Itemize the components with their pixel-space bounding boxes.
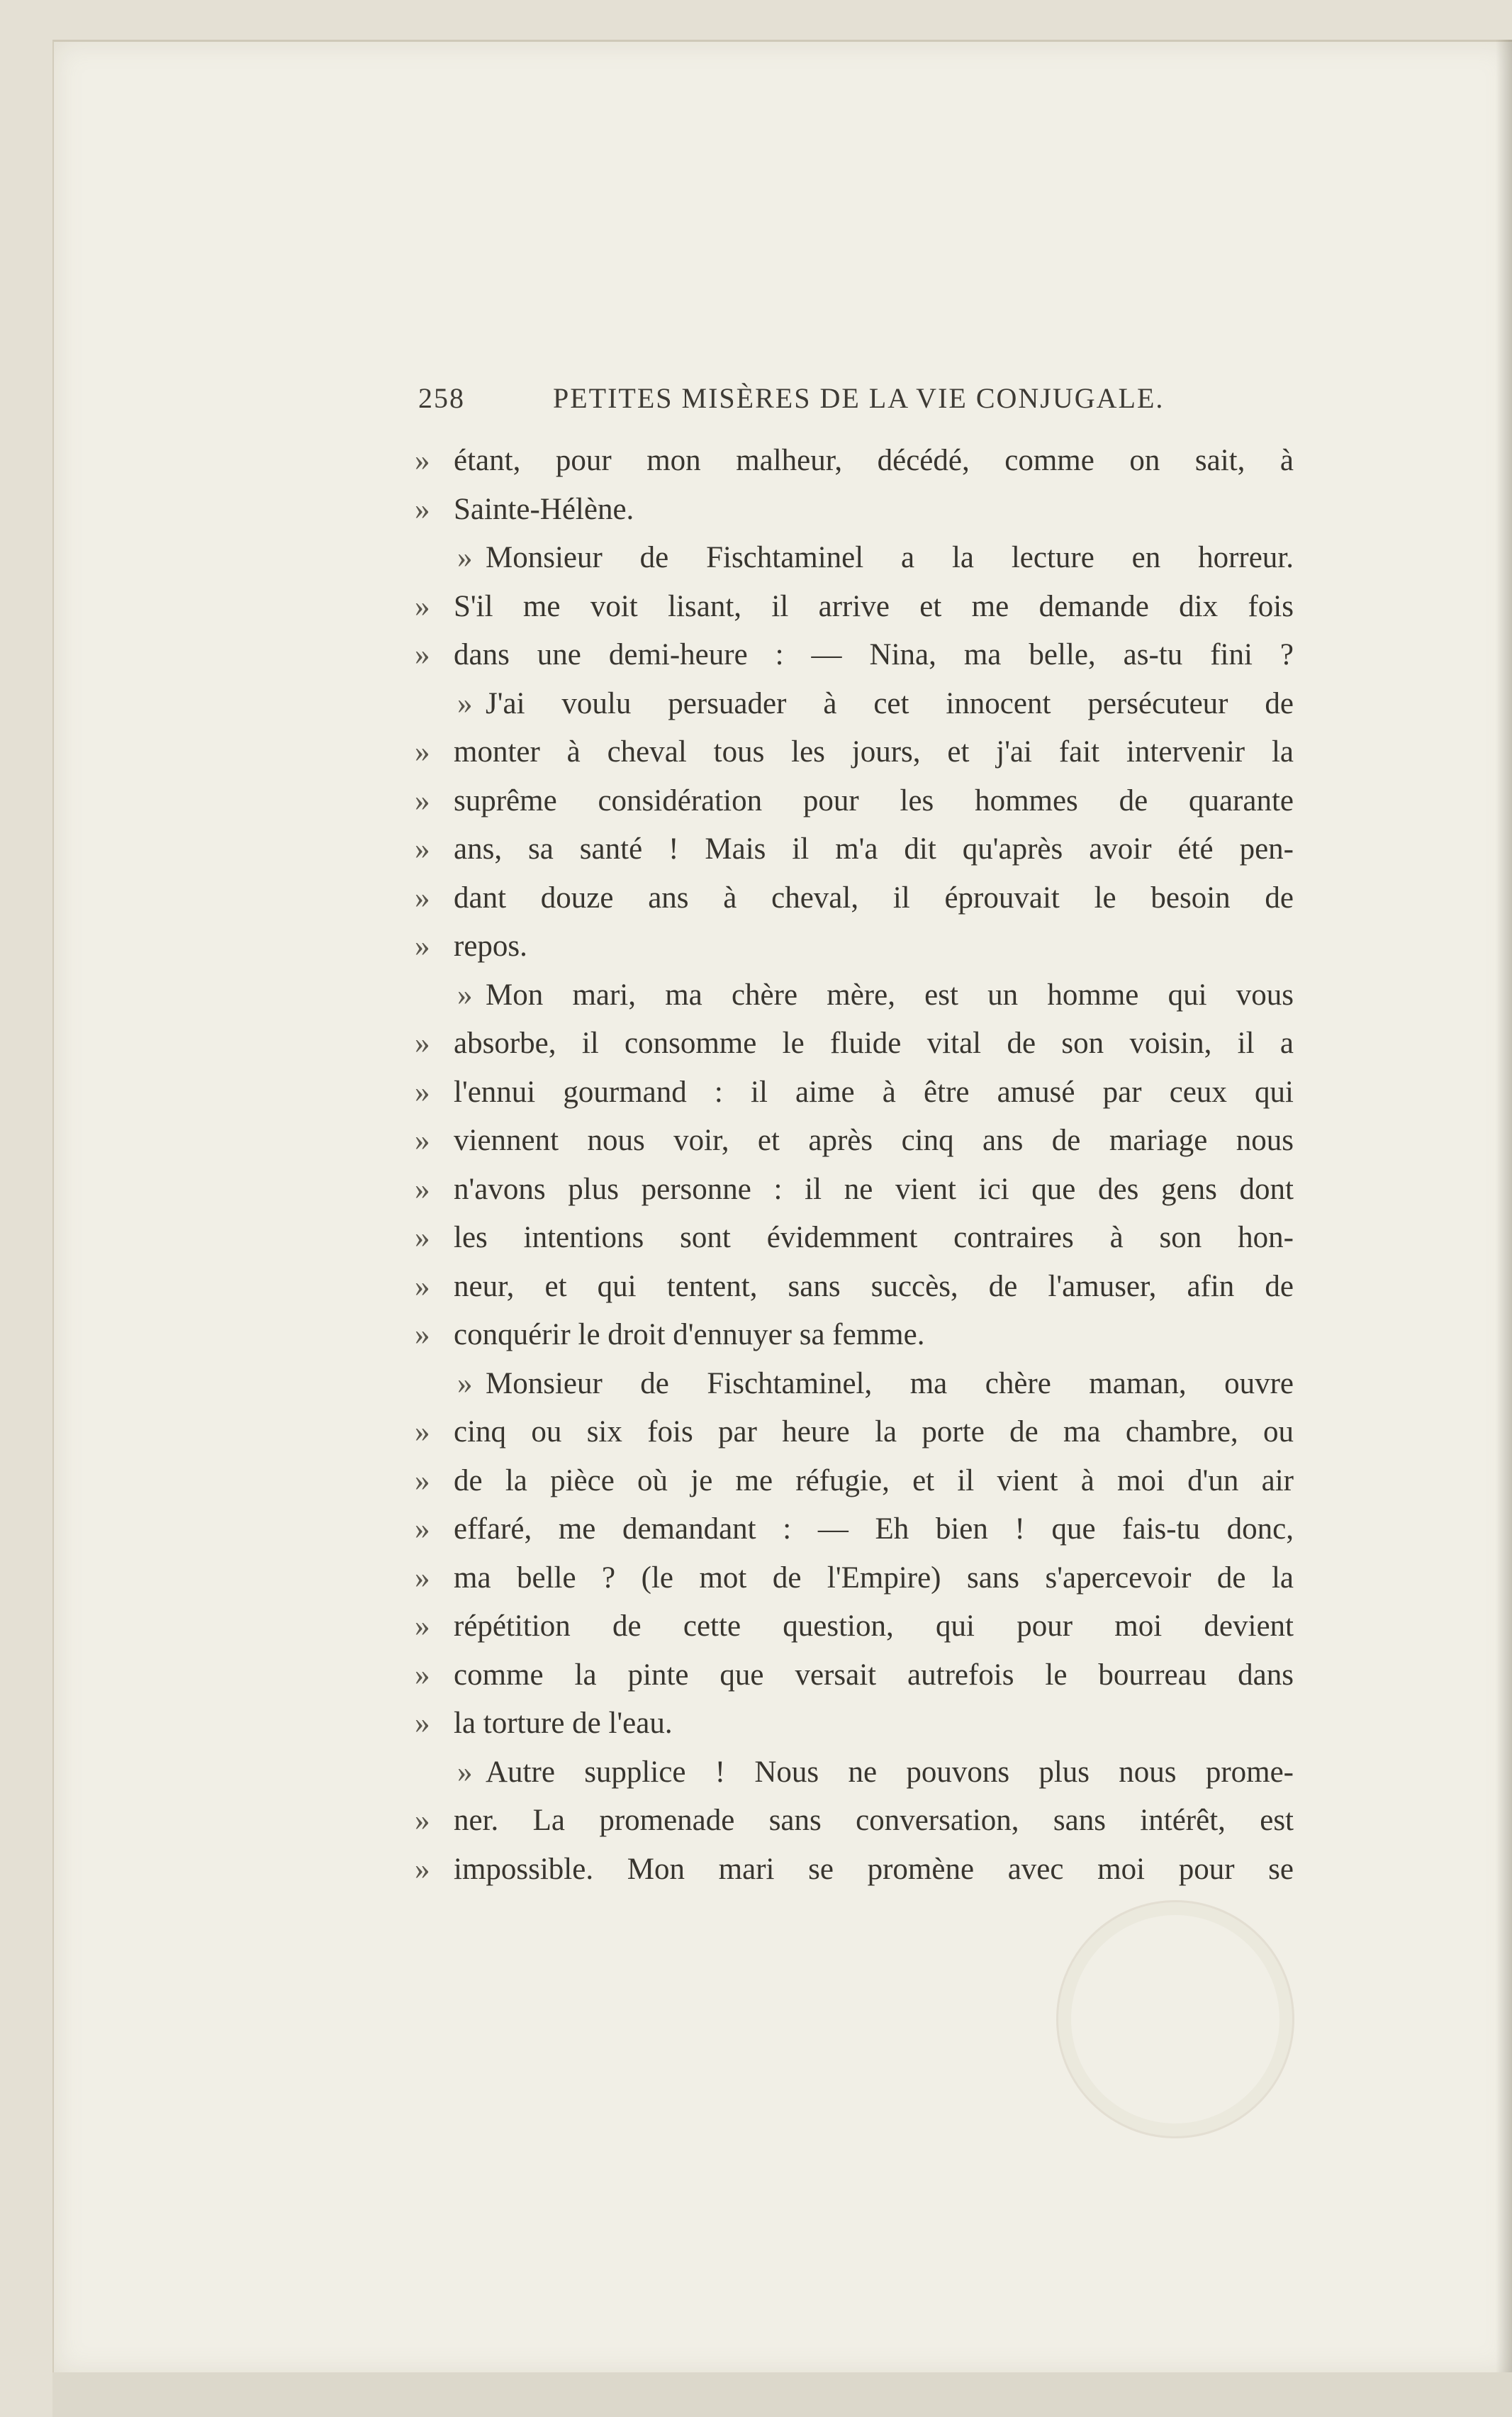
text-line	[415, 1214, 1294, 1263]
quote-mark: »	[415, 1804, 430, 1837]
spine-shadow	[1496, 40, 1512, 2372]
page-number: 258	[418, 382, 465, 414]
quote-mark: »	[415, 832, 430, 866]
quote-mark: »	[457, 1366, 473, 1400]
line-text: n'avons plus personne : il ne vient ici que des gens dont	[454, 1172, 1294, 1206]
quote-mark: »	[415, 1852, 430, 1886]
quote-mark: »	[457, 1755, 473, 1789]
line-text: dans une demi-heure : — Nina, ma belle, as-tu fini ?	[454, 638, 1294, 671]
quote-mark: »	[415, 881, 430, 915]
line-text: ma belle ? (le mot de l'Empire) sans s'apercevoir de la	[454, 1561, 1294, 1595]
quote-mark: »	[415, 1027, 430, 1060]
text-line	[415, 1166, 1294, 1215]
quote-mark: »	[415, 1561, 430, 1595]
line-text: de la pièce où je me réfugie, et il vient à moi d'un air	[454, 1463, 1294, 1497]
line-text: les intentions sont évidemment contraires à son hon-	[454, 1221, 1294, 1254]
text-line	[415, 1020, 1294, 1068]
line-text: neur, et qui tentent, sans succès, de l'amuser, afin de	[454, 1269, 1294, 1303]
line-text: Autre supplice ! Nous ne pouvons plus nous prome-	[486, 1755, 1294, 1789]
text-line	[415, 777, 1294, 826]
line-text: la torture de l'eau.	[454, 1707, 673, 1740]
line-text: Monsieur de Fischtaminel, ma chère maman, ouvre	[486, 1366, 1294, 1400]
text-line	[415, 1505, 1294, 1554]
text-line	[415, 1797, 1294, 1846]
text-line	[415, 1846, 1294, 1894]
line-text: monter à cheval tous les jours, et j'ai fait intervenir la	[454, 735, 1294, 769]
text-line	[415, 1457, 1294, 1506]
text-line	[415, 1602, 1294, 1651]
text-line	[415, 1360, 1294, 1409]
quote-mark: »	[415, 1172, 430, 1206]
quote-mark: »	[415, 1658, 430, 1692]
running-head	[418, 362, 1283, 430]
text-line	[415, 874, 1294, 923]
quote-mark: »	[415, 1512, 430, 1546]
text-line	[415, 680, 1294, 729]
text-line	[415, 486, 1294, 535]
quote-mark: »	[415, 1609, 430, 1643]
text-line	[415, 534, 1294, 583]
quote-mark: »	[415, 492, 430, 526]
quote-mark: »	[415, 589, 430, 623]
quote-mark: »	[415, 1318, 430, 1351]
text-line	[415, 922, 1294, 971]
quote-mark: »	[415, 1463, 430, 1497]
library-stamp	[1056, 1900, 1294, 2138]
text-line	[415, 1263, 1294, 1312]
quote-mark: »	[415, 1221, 430, 1254]
text-line	[415, 631, 1294, 680]
text-line	[415, 1408, 1294, 1457]
text-line	[415, 971, 1294, 1020]
scan-bottom-margin	[52, 2372, 1512, 2417]
line-text: comme la pinte que versait autrefois le bourreau dans	[454, 1658, 1294, 1692]
text-line	[415, 1117, 1294, 1166]
line-text: J'ai voulu persuader à cet innocent persécuteur de	[486, 686, 1294, 720]
line-text: absorbe, il consomme le fluide vital de son voisin, il a	[454, 1027, 1294, 1060]
line-text: ner. La promenade sans conversation, sans intérêt, est	[454, 1804, 1294, 1837]
line-text: Monsieur de Fischtaminel a la lecture en horreur.	[486, 541, 1294, 574]
text-line	[415, 1699, 1294, 1748]
line-text: étant, pour mon malheur, décédé, comme on sait, à	[454, 444, 1294, 477]
line-text: répétition de cette question, qui pour moi devient	[454, 1609, 1294, 1643]
quote-mark: »	[415, 444, 430, 477]
line-text: suprême considération pour les hommes de quarante	[454, 783, 1294, 817]
text-line	[415, 1311, 1294, 1360]
quote-mark: »	[457, 978, 473, 1012]
line-text: effaré, me demandant : — Eh bien ! que fais-tu donc,	[454, 1512, 1294, 1546]
line-text: l'ennui gourmand : il aime à être amusé par ceux qui	[454, 1075, 1294, 1109]
text-line	[415, 1651, 1294, 1700]
text-line	[415, 437, 1294, 486]
text-line	[415, 583, 1294, 632]
running-title: PETITES MISÈRES DE LA VIE CONJUGALE.	[553, 382, 1165, 414]
line-text: impossible. Mon mari se promène avec moi pour se	[454, 1852, 1294, 1886]
text-line	[415, 825, 1294, 874]
text-block	[415, 437, 1294, 1894]
quote-mark: »	[415, 735, 430, 769]
quote-mark: »	[415, 930, 430, 963]
text-line	[415, 728, 1294, 777]
line-text: conquérir le droit d'ennuyer sa femme.	[454, 1318, 925, 1351]
line-text: dant douze ans à cheval, il éprouvait le besoin de	[454, 881, 1294, 915]
quote-mark: »	[415, 1707, 430, 1740]
quote-mark: »	[415, 1075, 430, 1109]
quote-mark: »	[415, 1124, 430, 1157]
line-text: viennent nous voir, et après cinq ans de mariage nous	[454, 1124, 1294, 1157]
line-text: Sainte-Hélène.	[454, 492, 634, 526]
quote-mark: »	[457, 686, 473, 720]
line-text: cinq ou six fois par heure la porte de ma chambre, ou	[454, 1415, 1294, 1448]
text-line	[415, 1068, 1294, 1117]
text-line	[415, 1554, 1294, 1603]
quote-mark: »	[415, 638, 430, 671]
quote-mark: »	[415, 1269, 430, 1303]
line-text: ans, sa santé ! Mais il m'a dit qu'après avoir été pen-	[454, 832, 1294, 866]
line-text: Mon mari, ma chère mère, est un homme qui vous	[486, 978, 1294, 1012]
quote-mark: »	[415, 783, 430, 817]
quote-mark: »	[457, 541, 473, 574]
line-text: repos.	[454, 930, 527, 963]
text-line	[415, 1748, 1294, 1797]
line-text: S'il me voit lisant, il arrive et me demande dix fois	[454, 589, 1294, 623]
quote-mark: »	[415, 1415, 430, 1448]
